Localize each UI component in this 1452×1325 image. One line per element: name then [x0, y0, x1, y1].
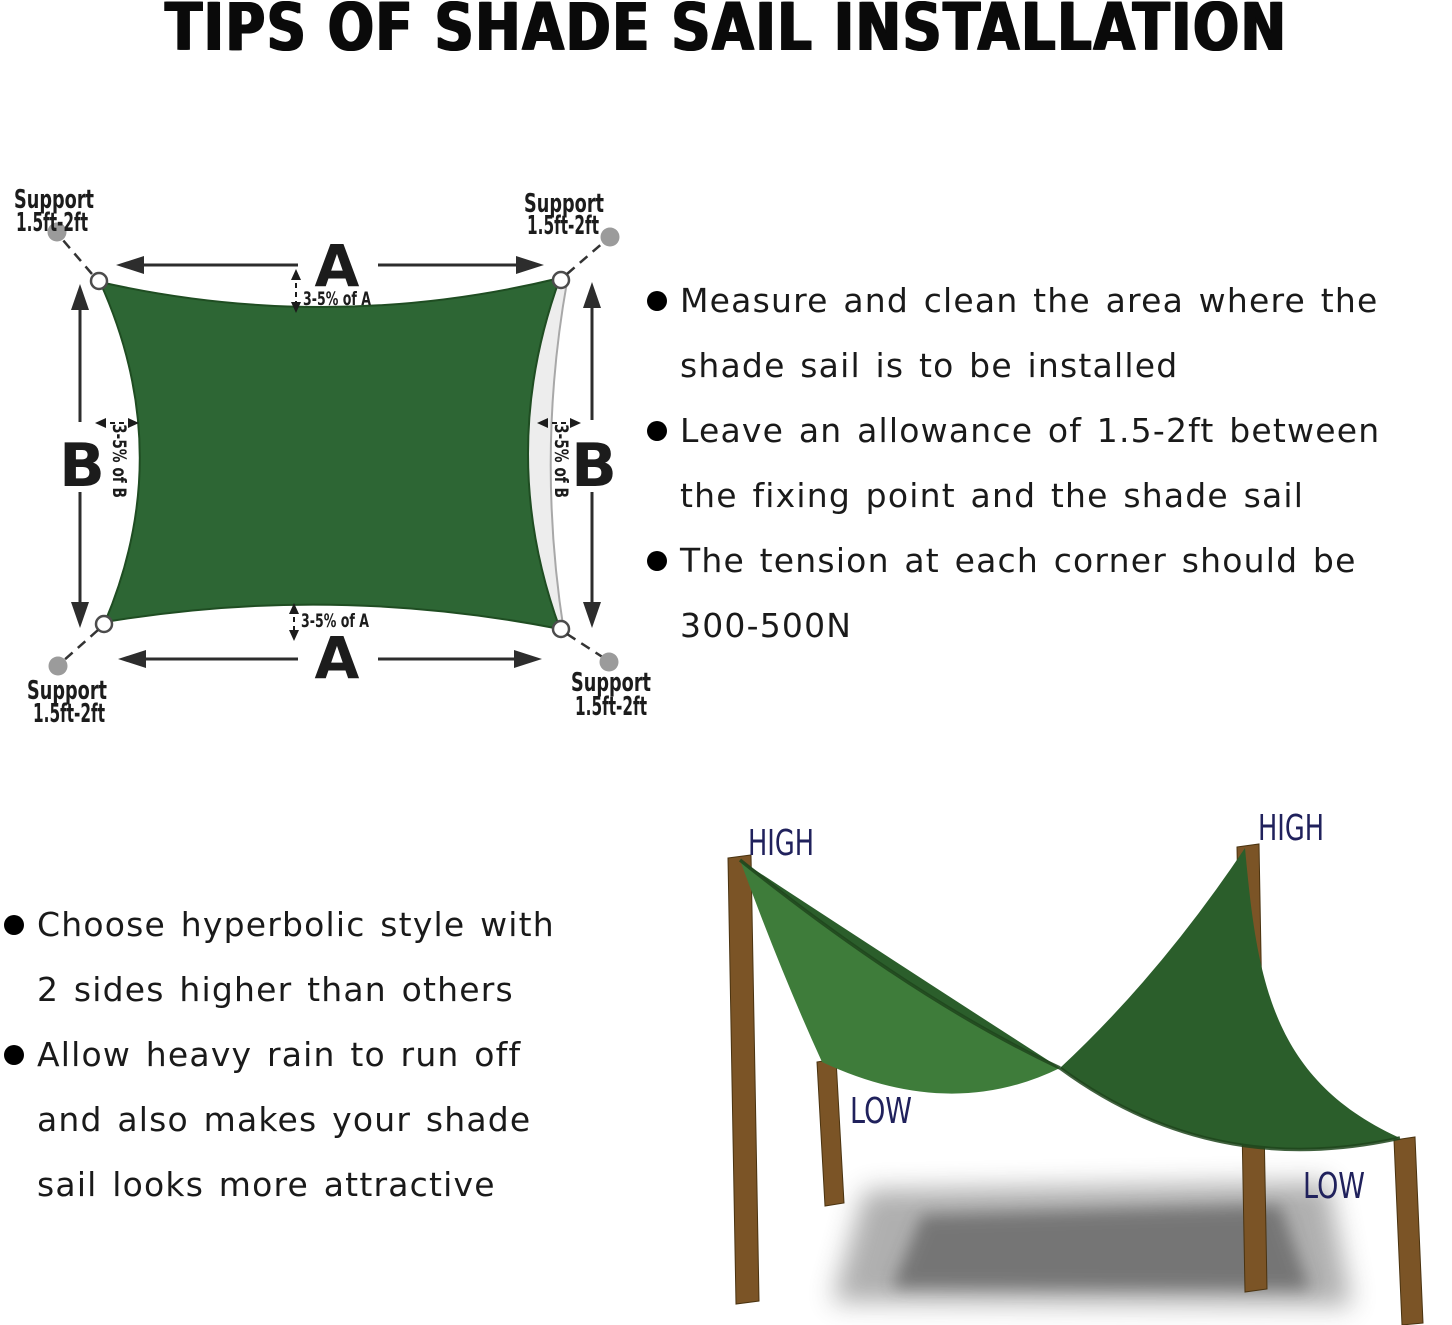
sag-label-a-top: 3-5% of A [303, 288, 372, 310]
dimension-a-top-letter: A [314, 232, 360, 300]
tip-line: Measure and clean the area where the [680, 281, 1379, 320]
tip-item [4, 1022, 664, 1217]
label-low-left: LOW [850, 1091, 912, 1132]
sag-label-b-right: 3-5% of B [550, 424, 572, 527]
tip-line: and also makes your shade [37, 1100, 532, 1139]
dimension-a-bottom-letter: A [314, 624, 360, 692]
tip-item [647, 398, 1447, 528]
support-dot [49, 657, 68, 676]
bullet-icon [4, 915, 24, 935]
support-range-top-left: 1.5ft-2ft [16, 208, 88, 238]
tip-item [647, 268, 1447, 398]
corner-ring [553, 272, 569, 288]
corner-ring [96, 616, 112, 632]
support-label-bottom-right: Support [571, 668, 651, 698]
tip-item [4, 892, 664, 1022]
support-range-bottom-right: 1.5ft-2ft [575, 692, 647, 722]
support-range-top-right: 1.5ft-2ft [527, 211, 599, 241]
pole-low-right [1394, 1137, 1423, 1325]
support-label-bottom-left: Support [27, 676, 107, 706]
tip-line: Allow heavy rain to run off [37, 1035, 522, 1074]
bullet-icon [647, 421, 667, 441]
dimension-b-left-letter: B [59, 431, 105, 501]
support-dot [601, 228, 620, 247]
tip-line: The tension at each corner should be [680, 541, 1357, 580]
tips-right [647, 268, 1447, 658]
support-range-bottom-left: 1.5ft-2ft [33, 699, 105, 729]
tips-left [4, 892, 664, 1217]
tip-line: 300-500N [680, 606, 853, 645]
tip-line: Leave an allowance of 1.5-2ft between [680, 411, 1381, 450]
tip-line: the fixing point and the shade sail [680, 476, 1305, 515]
sag-arrow-a-bottom [289, 603, 299, 641]
label-low-right: LOW [1303, 1166, 1365, 1207]
label-high-right: HIGH [1258, 808, 1324, 849]
pole-low-left [817, 1059, 844, 1206]
support-label-top-right: Support [524, 189, 604, 219]
tip-line: 2 sides higher than others [37, 970, 514, 1009]
sag-label-b-left: 3-5% of B [108, 424, 130, 527]
tip-line: sail looks more attractive [37, 1165, 496, 1204]
pole-high-left [728, 855, 759, 1304]
corner-ring [91, 273, 107, 289]
dimension-diagram [0, 170, 700, 745]
tip-item [647, 528, 1447, 658]
tip-line: shade sail is to be installed [680, 346, 1179, 385]
sag-label-a-bottom: 3-5% of A [301, 610, 370, 632]
bullet-icon [4, 1045, 24, 1065]
bullet-icon [647, 551, 667, 571]
page-title: TIPS OF SHADE SAIL INSTALLATION [164, 0, 1288, 66]
page-title-wrap [0, 0, 1452, 68]
support-label-top-left: Support [14, 185, 94, 215]
corner-ring [553, 621, 569, 637]
bullet-icon [647, 291, 667, 311]
hypar-illustration [660, 790, 1452, 1325]
sail-shape [100, 278, 560, 629]
dimension-b-right-letter: B [571, 431, 617, 501]
tip-line: Choose hyperbolic style with [37, 905, 555, 944]
label-high-left: HIGH [748, 823, 814, 864]
